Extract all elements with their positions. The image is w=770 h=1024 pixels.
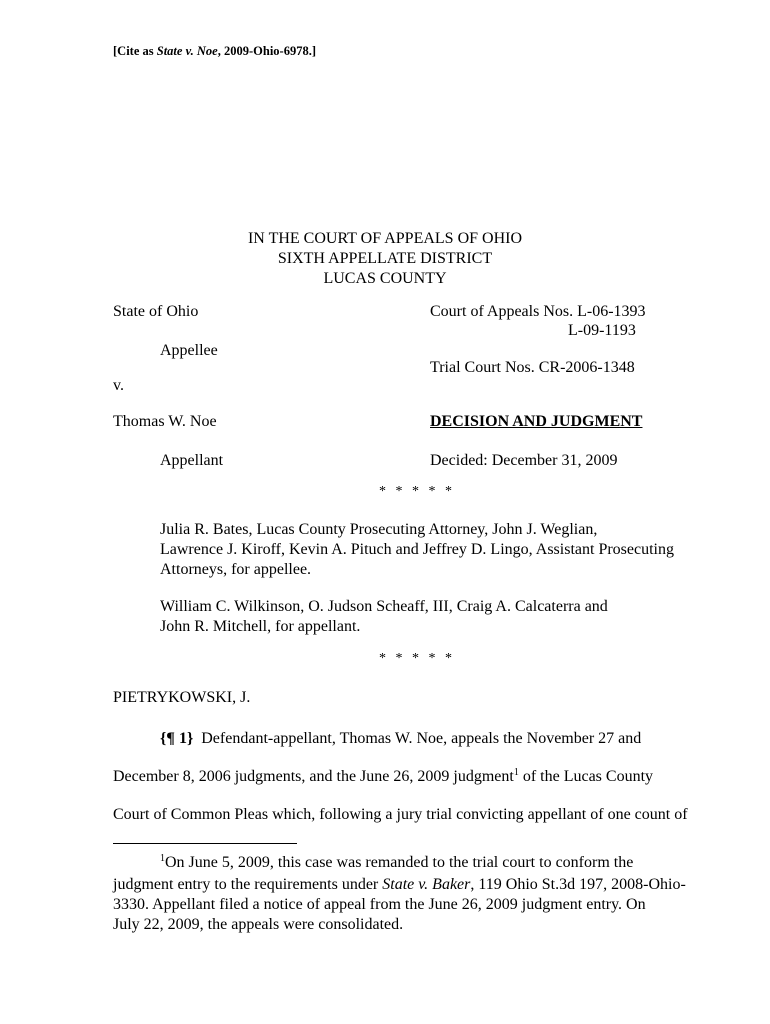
counsel-appellant-line: William C. Wilkinson, O. Judson Scheaff, III, Craig A. Calcaterra and xyxy=(160,598,608,615)
opinion-line: Court of Common Pleas which, following a jury trial convicting appellant of one count of xyxy=(113,806,688,823)
footnote-text: , 119 Ohio St.3d 197, 2008-Ohio- xyxy=(470,876,686,893)
footnote-line: July 22, 2009, the appeals were consolidated. xyxy=(113,916,404,933)
party-appellee: State of Ohio xyxy=(113,303,199,320)
cite-case-name: State v. Noe xyxy=(156,44,218,58)
opinion-text: December 8, 2006 judgments, and the June 26, 2009 judgment xyxy=(113,768,514,785)
opinion-line xyxy=(160,729,641,749)
party-appellant-role: Appellant xyxy=(160,452,224,469)
party-appellee-role: Appellee xyxy=(160,342,218,359)
counsel-appellee-line: Attorneys, for appellee. xyxy=(160,561,312,578)
trial-court-numbers: Trial Court Nos. CR-2006-1348 xyxy=(430,359,635,376)
appeals-case-numbers: Court of Appeals Nos. L-06-1393 xyxy=(430,303,646,320)
separator-stars: * * * * * xyxy=(379,651,455,666)
cite-suffix: , 2009-Ohio-6978.] xyxy=(217,44,316,58)
court-county: LUCAS COUNTY xyxy=(323,270,447,287)
party-appellant: Thomas W. Noe xyxy=(113,413,217,430)
decision-heading: DECISION AND JUDGMENT xyxy=(430,413,643,430)
footnote-text: judgment entry to the requirements under xyxy=(113,876,383,893)
cite-prefix: [Cite as xyxy=(113,44,157,58)
appeals-case-number-2: L-09-1193 xyxy=(568,322,636,339)
opinion-line xyxy=(113,767,653,787)
footnote-line xyxy=(113,875,686,895)
footnote-reference[interactable]: 1 xyxy=(513,767,519,778)
footnote-text: On June 5, 2009, this case was remanded to the trial court to conform the xyxy=(165,854,634,871)
footnote-number: 1 xyxy=(160,853,165,864)
counsel-appellant-line: John R. Mitchell, for appellant. xyxy=(160,618,361,635)
court-district: SIXTH APPELLATE DISTRICT xyxy=(277,250,493,267)
versus: v. xyxy=(113,377,124,394)
opinion-text: Defendant-appellant, Thomas W. Noe, appeals the November 27 and xyxy=(193,730,642,747)
footnote-divider xyxy=(113,843,297,844)
footnote-line: 3330. Appellant filed a notice of appeal from the June 26, 2009 judgment entry. On xyxy=(113,896,646,913)
court-name: IN THE COURT OF APPEALS OF OHIO xyxy=(247,230,523,247)
judge-name: PIETRYKOWSKI, J. xyxy=(113,689,251,706)
counsel-appellee-line: Julia R. Bates, Lucas County Prosecuting Attorney, John J. Weglian, xyxy=(160,521,598,538)
footnote-line xyxy=(160,853,633,873)
paragraph-marker: {¶ 1} xyxy=(160,730,194,747)
footnote-case-name: State v. Baker xyxy=(382,876,471,893)
citation-header xyxy=(113,44,316,59)
decided-date: Decided: December 31, 2009 xyxy=(430,452,618,469)
separator-stars: * * * * * xyxy=(379,484,455,499)
counsel-appellee-line: Lawrence J. Kiroff, Kevin A. Pituch and Jeffrey D. Lingo, Assistant Prosecuting xyxy=(160,541,674,558)
opinion-text: of the Lucas County xyxy=(518,768,654,785)
